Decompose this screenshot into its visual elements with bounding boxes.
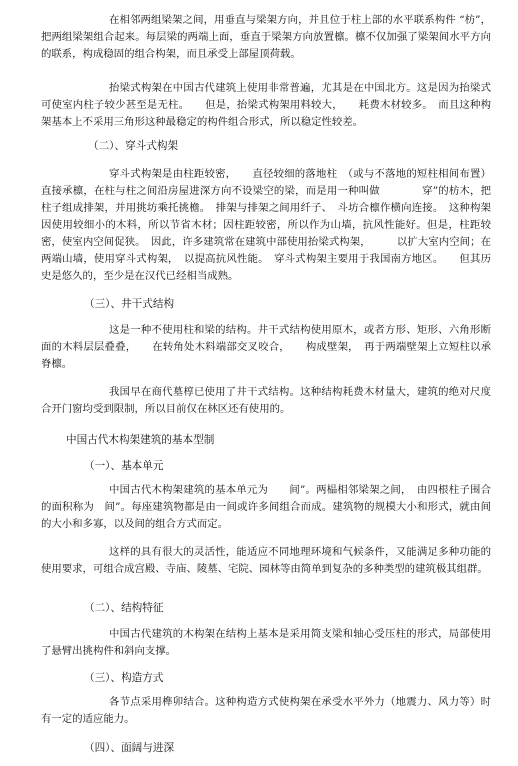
paragraph-jinggan-structure — [41, 322, 491, 373]
heading-structural-features: （二）、结构特征 — [84, 602, 164, 614]
paragraph-text: 我国早在商代墓椁已使用了井干式结构。这种结构耗费木材量大，建筑的绝对尺度合开门窗均受到限制，所以目前仅在林区还有使用的。 — [41, 386, 491, 415]
paragraph-construction-method — [41, 694, 491, 728]
paragraph-text: 这是一种不使用柱和梁的结构。井干式结构使用原木，或者方形、矩形、六角形断面的木料层层叠叠， 在转角处木料端部交叉咬合， 构成壁架， 再于两端壁架上立短柱以承脊檩。 — [41, 324, 491, 370]
heading-chuandou-frame: （二）、穿斗式构架 — [88, 140, 179, 152]
paragraph-tailiang-usage — [41, 80, 491, 131]
paragraph-text: 各节点采用榫卯结合。这种构造方式使构架在承受水平外力（地震力、风力等）时有一定的适应能力。 — [41, 696, 491, 725]
paragraph-jinggan-history — [41, 384, 491, 418]
paragraph-beam-connection — [41, 12, 491, 63]
heading-construction-method: （三）、构造方式 — [84, 672, 164, 684]
paragraph-flexibility — [41, 544, 491, 578]
paragraph-text: 这样的具有很大的灵活性，能适应不同地理环境和气候条件，又能满足多种功能的使用要求，可组合成宫殿、寺庙、陵墓、宅院、园林等由简单到复杂的多种类型的建筑极其组群。 — [41, 546, 491, 575]
heading-width-depth: （四）、面阔与进深 — [84, 742, 175, 754]
paragraph-text: 中国古代建筑的木构架在结构上基本是采用简支梁和轴心受压柱的形式，局部使用了悬臂出挑构件和斜向支撑。 — [41, 628, 491, 657]
heading-basic-unit: （一）、基本单元 — [84, 460, 164, 472]
heading-basic-system: 中国古代木构架建筑的基本型制 — [66, 434, 215, 446]
heading-jinggan-structure: （三）、井干式结构 — [84, 298, 175, 310]
paragraph-text: 穿斗式构架是由柱距较密， 直径较细的落地柱 （或与不落地的短柱相间布置）直接承檩，在柱与柱之间沿房屋进深方向不设梁空的梁，而是用一种叫做 穿”的枋木，把柱子组成排架，并用挑坊乘托挑檐。 排架与排架之间用纤子、 斗坊合檩作横向连接。 这种构架因使用较细小的木料，所以节省木材；因柱距较密，所以作为山墙，抗风性能好。但是，柱距较密，使室内空间促狭。 因此，许多建筑常在建筑中部使用抬梁式构架， 以扩大室内空间；在两端山墙，使用穿斗式构架， 以提高抗风性能。 穿斗式构架主要用于我国南方地区。 但其历史是悠久的，至少是在汉代已经相当成熟。 — [41, 168, 491, 282]
paragraph-text: 抬梁式构架在中国古代建筑上使用非常普遍，尤其是在中国北方。这是因为抬梁式可使室内柱子较少甚至是无柱。 但是，抬梁式构架用料较大， 耗费木材较多。 而且这种构架基本上不采用三角形这种最稳定的构件组合形式，所以稳定性较差。 — [41, 82, 491, 128]
paragraph-chuandou-frame — [41, 166, 491, 285]
paragraph-text: 在相邻两组梁架之间，用垂直与梁架方向，并且位于柱上部的水平联系构件 “枋”，把两组梁架组合起来。每层梁的两端上面，垂直于梁架方向放置檩。檩不仅加强了梁架间水平方向的联系，构成稳固的组合构架，而且承受上部屋顶荷载。 — [41, 14, 491, 60]
paragraph-basic-unit — [41, 482, 491, 533]
paragraph-text: 中国古代木构架建筑的基本单元为 间”。两榀相邻梁架之间， 由四根柱子围合的面积称为 间”。每座建筑物都是由一间或许多间组合而成。建筑物的规模大小和形式，就由间的大小和多寡，以及间的组合方式而定。 — [41, 484, 491, 530]
paragraph-structural-features — [41, 626, 491, 660]
